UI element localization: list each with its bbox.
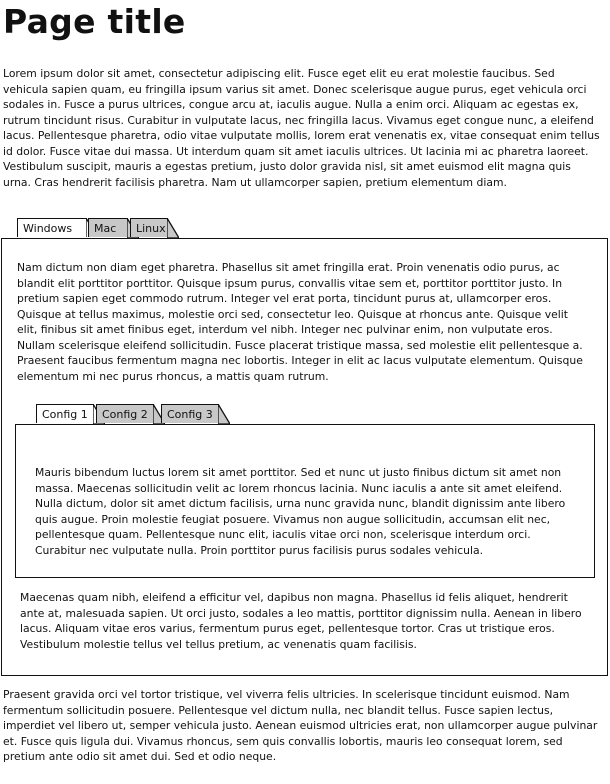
tab-config-3-label: Config 3 <box>167 408 213 421</box>
tab-linux-label: Linux <box>136 222 166 235</box>
tab-config-1[interactable] <box>36 404 94 423</box>
page-title: Page title <box>3 2 186 41</box>
config-panel-paragraph: Mauris bibendum luctus lorem sit amet porttitor. Sed et nunc ut justo finibus dictum sit amet non massa. Maecenas sollicitudin velit ac lorem rhoncus lacinia. Nunc iaculis a ante sit amet eleifend. Nulla dictum, dolor sit amet dictum facilisis, urna nunc gravida nunc, blandit dignissim ante libero quis augue. Proin molestie feugiat posuere. Vivamus non augue sollicitudin, accumsan elit nec, pellentesque quam. Pellentesque nunc elit, iaculis vitae orci non, scelerisque interdum orci. Curabitur nec vulputate nulla. Proin porttitor purus facilisis purus sodales vehicula. <box>35 466 566 557</box>
tab-config-2[interactable] <box>96 404 154 423</box>
outro-paragraph: Praesent gravida orci vel tortor tristique, vel viverra felis ultricies. In scelerisque tincidunt euismod. Nam fermentum sollicitudin posuere. Pellentesque vel dictum nulla, nec blandit tellus. Fusce sapien lectus, imperdiet vel libero ut, semper vehicula justo. Aenean euismod ultricies erat, non ullamcorper augue pulvinar et. Fusce quis ligula dui. Vivamus rhoncus, sem quis convallis lobortis, mauris leo consequat lorem, sed pretium ante odio sit amet dui. Sed et odio neque. <box>3 688 598 763</box>
tab-config-3[interactable] <box>161 404 219 423</box>
tab-config-3-edge <box>218 404 230 424</box>
tab-mac[interactable] <box>88 218 128 237</box>
os-panel-paragraph-2: Maecenas quam nibh, eleifend a efficitur vel, dapibus non magna. Phasellus id felis aliquet, hendrerit ante at, malesuada sapien. Ut orci justo, sodales a leo mattis, porttitor dignissim nulla. Aenean in libero lacus. Aliquam vitae eros varius, fermentum purus eget, pellentesque tortor. Cras ut tristique eros. Vestibulum molestie tellus vel tellus pretium, ac venenatis quam facilisis. <box>20 591 582 651</box>
intro-paragraph: Lorem ipsum dolor sit amet, consectetur adipiscing elit. Fusce eget elit eu erat molestie faucibus. Sed vehicula sapien quam, eu fringilla ipsum varius sit amet. Donec scelerisque augue purus, eget vehicula orci sodales in. Fusce a purus ultrices, congue arcu at, iaculis augue. Nulla a enim orci. Aliquam ac egestas ex, rutrum tincidunt risus. Curabitur in vulputate lacus, nec fringilla lacus. Vivamus eget congue nunc, a eleifend lacus. Pellentesque pharetra, odio vitae vulputate mollis, lorem erat venenatis ex, vitae consequat enim tellus id dolor. Fusce vitae dui massa. Ut interdum quam sit amet iaculis ultrices. Ut lacinia mi ac pharetra laoreet. Vestibulum suscipit, mauris a egestas pretium, justo dolor gravida nisl, sit amet euismod elit magna quis urna. Cras hendrerit facilisis pharetra. Nam ut ullamcorper sapien, pretium elementum diam. <box>3 67 600 189</box>
tab-config-2-label: Config 2 <box>102 408 148 421</box>
tab-linux[interactable] <box>130 218 168 237</box>
config-tab-strip <box>36 404 246 425</box>
tab-config-1-label: Config 1 <box>42 408 88 421</box>
tab-windows[interactable] <box>17 218 87 237</box>
tab-linux-edge <box>167 218 179 238</box>
os-panel-paragraph-1: Nam dictum non diam eget pharetra. Phasellus sit amet fringilla erat. Proin venenatis odio purus, ac blandit elit porttitor porttitor. Quisque ipsum purus, convallis vitae sem et, porttitor porttitor justo. In pretium sapien eget commodo rutrum. Integer vel erat porta, tincidunt purus at, ullamcorper eros. Quisque at tellus maximus, molestie orci sed, consectetur leo. Quisque at rhoncus ante. Quisque velit elit, finibus sit amet finibus eget, interdum vel nibh. Integer nec pulvinar enim, non vulputate eros. Nullam scelerisque eleifend sollicitudin. Fusce placerat tristique massa, sed molestie elit pellentesque a. Praesent faucibus fermentum magna nec lobortis. Integer in elit ac lacus vulputate elementum. Quisque elementum mi nec purus rhoncus, a mattis quam rutrum. <box>17 261 583 383</box>
tab-windows-label: Windows <box>23 222 73 235</box>
os-tab-strip <box>17 218 217 239</box>
tab-mac-label: Mac <box>94 222 117 235</box>
